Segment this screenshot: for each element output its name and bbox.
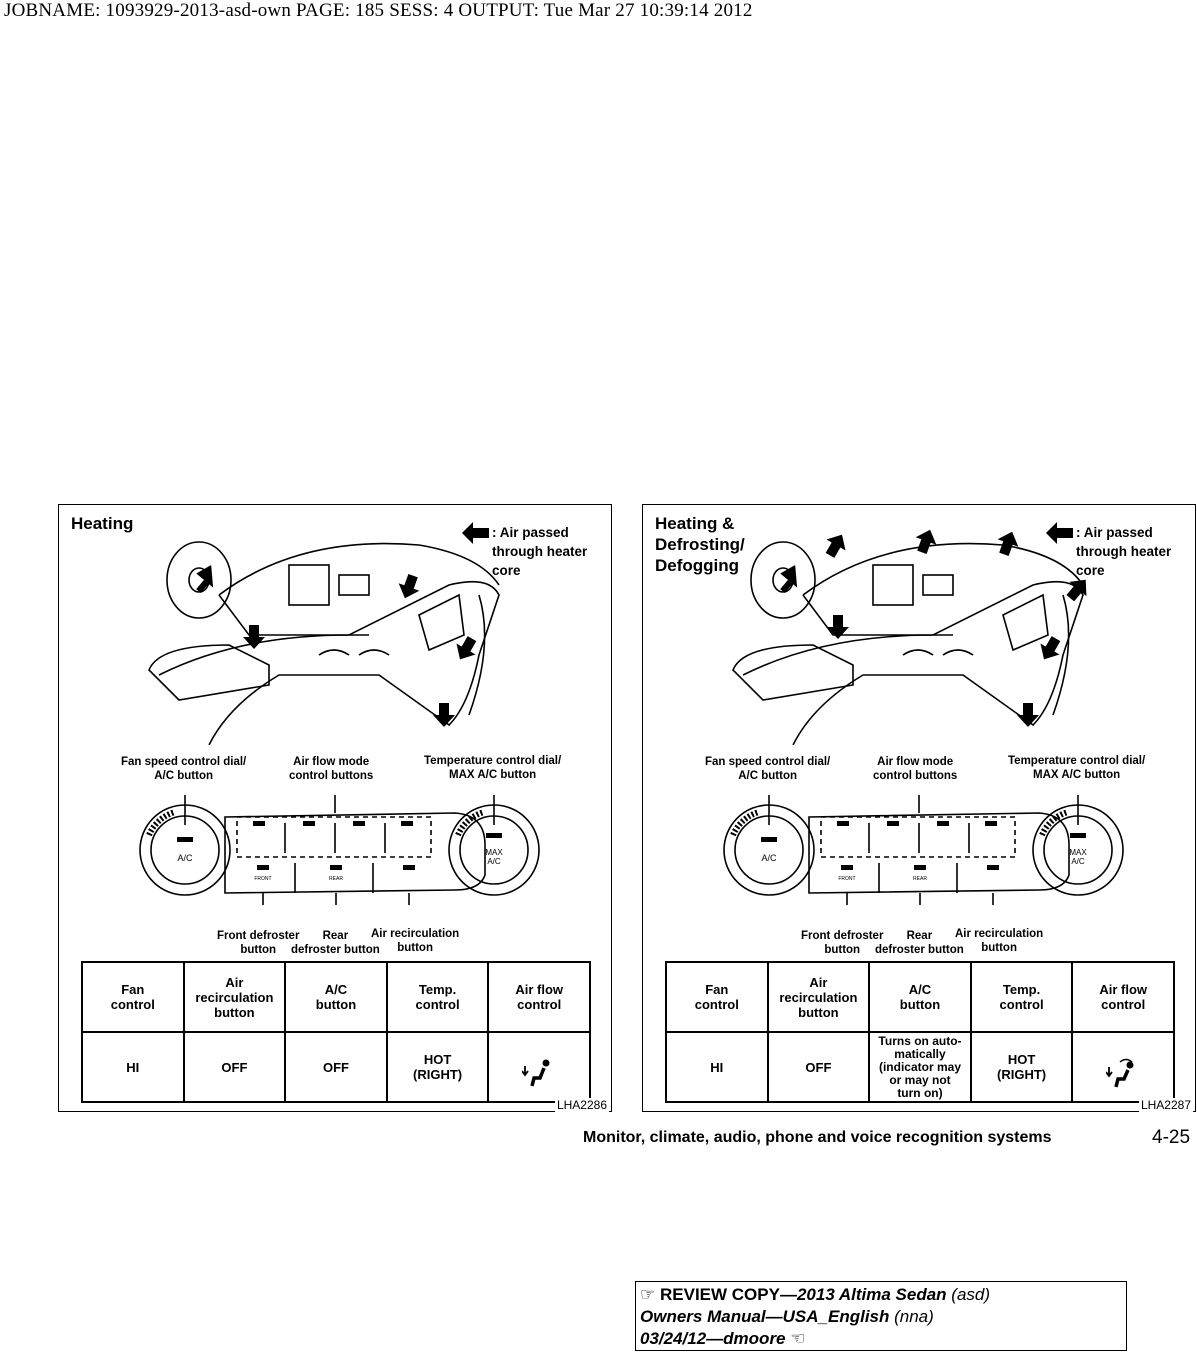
review-line-1 [640, 1284, 1122, 1306]
figure-code: LHA2287 [1140, 1098, 1191, 1112]
header-air-flow: Air flow control [1072, 962, 1174, 1032]
control-panel-illustration [135, 795, 545, 905]
temperature-callout: Temperature control dial/ MAX A/C button [424, 755, 562, 781]
temperature-callout: Temperature control dial/ MAX A/C button [1008, 755, 1146, 781]
ac-label: A/C [761, 853, 777, 863]
header-temp: Temp. control [387, 962, 489, 1032]
legend-text: : Air passed through heater core [1076, 525, 1172, 578]
legend-text: : Air passed through heater core [492, 525, 588, 578]
section-title: Monitor, climate, audio, phone and voice recognition systems [583, 1129, 1052, 1146]
dashboard-illustration [703, 525, 1093, 745]
air-flow-mode-callout: Air flow mode control buttons [873, 756, 958, 782]
air-recirculation-callout: Air recirculation button [371, 928, 460, 954]
fan-speed-callout: Fan speed control dial/ A/C button [705, 756, 831, 782]
max-ac-label: MAX A/C [485, 848, 503, 866]
header-fan: Fan control [666, 962, 768, 1032]
manual-code: (nna) [889, 1307, 934, 1326]
value-fan: HI [666, 1032, 768, 1102]
max-ac-label: MAX A/C [1069, 848, 1087, 866]
value-air-flow [1072, 1032, 1174, 1102]
value-recirculation: OFF [768, 1032, 870, 1102]
manual-name: Owners Manual—USA_English [640, 1307, 890, 1326]
fan-speed-callout: Fan speed control dial/ A/C button [121, 756, 247, 782]
dashboard-illustration [119, 525, 509, 745]
front-defroster-callout: Front defroster button [217, 930, 300, 956]
hand-pointer-left-icon: ☜ [790, 1329, 806, 1348]
header-ac: A/C button [869, 962, 971, 1032]
figure-title: Heating [71, 514, 134, 533]
value-air-flow [488, 1032, 590, 1102]
value-temp: HOT (RIGHT) [971, 1032, 1073, 1102]
page-number: 4-25 [1152, 1127, 1191, 1148]
rear-defroster-callout: Rear defroster button [291, 930, 380, 956]
model-name: 2013 Altima Sedan [796, 1285, 947, 1304]
job-header: JOBNAME: 1093929-2013-asd-own PAGE: 185 SESS: 4 OUTPUT: Tue Mar 27 10:39:14 2012 [4, 0, 753, 21]
heating-defrosting-figure [642, 504, 1196, 1112]
value-recirculation: OFF [184, 1032, 286, 1102]
heating-figure [58, 504, 612, 1112]
review-line-3 [640, 1328, 1122, 1350]
review-copy-box [635, 1281, 1127, 1351]
settings-table [81, 961, 591, 1103]
figure-title: Heating & Defrosting/ Defogging [655, 514, 745, 575]
review-line-2 [640, 1306, 1122, 1328]
header-recirculation: Air recirculation button [184, 962, 286, 1032]
rear-defroster-callout: Rear defroster button [875, 930, 964, 956]
foot-defrost-vent-icon [1106, 1058, 1140, 1088]
header-recirculation: Air recirculation button [768, 962, 870, 1032]
value-ac: Turns on auto- matically (indicator may or may not turn on) [869, 1032, 971, 1102]
value-ac: OFF [285, 1032, 387, 1102]
model-code: (asd) [946, 1285, 991, 1304]
front-defroster-callout: Front defroster button [801, 930, 884, 956]
rear-label: REAR [913, 876, 927, 882]
header-temp: Temp. control [971, 962, 1073, 1032]
review-copy-label: REVIEW COPY— [659, 1285, 797, 1304]
header-air-flow: Air flow control [488, 962, 590, 1032]
front-label: FRONT [838, 876, 856, 882]
foot-vent-icon [522, 1058, 556, 1088]
hand-pointer-icon: ☞ [640, 1285, 656, 1304]
air-recirculation-callout: Air recirculation button [955, 928, 1044, 954]
header-fan: Fan control [82, 962, 184, 1032]
rear-label: REAR [329, 876, 343, 882]
control-panel-illustration [719, 795, 1129, 905]
figure-code: LHA2286 [556, 1098, 607, 1112]
value-temp: HOT (RIGHT) [387, 1032, 489, 1102]
front-label: FRONT [254, 876, 272, 882]
ac-label: A/C [177, 853, 193, 863]
settings-table [665, 961, 1175, 1103]
air-flow-mode-callout: Air flow mode control buttons [289, 756, 374, 782]
review-date: 03/24/12—dmoore [640, 1329, 786, 1348]
value-fan: HI [82, 1032, 184, 1102]
header-ac: A/C button [285, 962, 387, 1032]
